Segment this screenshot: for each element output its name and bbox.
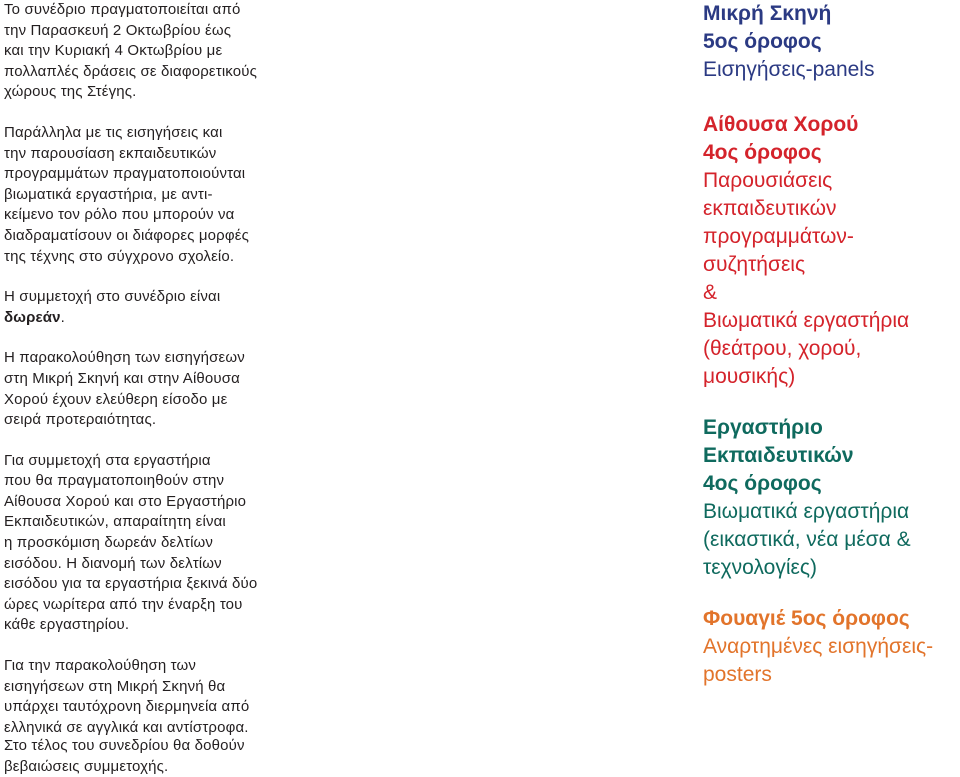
- venues-column: [703, 0, 960, 689]
- venue-small-stage: [703, 0, 960, 84]
- free-entry-end: .: [60, 308, 65, 326]
- paragraph-workshops: Παράλληλα με τις εισηγήσεις και την παρουσίαση εκπαιδευτικών προγραμμάτων πραγματοποιούνται βιωματικά εργαστήρια, με αντι- κείμενο τον ρόλο που μπορούν να διαδραματίσουν οι διάφορες μορφές της τέχνης στο σύγχρονο σχολείο.: [4, 123, 249, 265]
- info-column: [4, 0, 304, 758]
- venue-description: Αναρτημένες εισηγήσεις- posters: [703, 635, 934, 686]
- venue-description: Παρουσιάσεις εκπαιδευτικών προγραμμάτων- συζητήσεις & Βιωματικά εργαστήρια (θεάτρου, χορού, μουσικής): [703, 169, 910, 388]
- venue-floor: 5ος όροφος: [703, 30, 822, 53]
- venue-description: Βιωματικά εργαστήρια (εικαστικά, νέα μέσα & τεχνολογίες): [703, 500, 911, 579]
- venue-floor: 4ος όροφος: [703, 472, 822, 495]
- venue-name: Αίθουσα Χορού: [703, 113, 859, 136]
- venue-educators-workshop: [703, 414, 960, 582]
- paragraph-interpretation: Για την παρακολούθηση των εισηγήσεων στη Μικρή Σκηνή θα υπάρχει ταυτόχρονη διερμηνεία από ελληνικά σε αγγλικά και αντίστροφα.: [4, 657, 250, 736]
- venue-name: Μικρή Σκηνή: [703, 2, 832, 25]
- free-entry-text: Η συμμετοχή στο συνέδριο είναι: [4, 288, 221, 306]
- paragraph-attendance: Η παρακολούθηση των εισηγήσεων στη Μικρή Σκηνή και στην Αίθουσα Χορού έχουν ελεύθερη είσοδο με σειρά προτεραιότητας.: [4, 349, 245, 429]
- venue-description: Εισηγήσεις-panels: [703, 58, 875, 81]
- free-entry-bold: δωρεάν: [4, 308, 61, 326]
- paragraph-certificates: Στο τέλος του συνεδρίου θα δοθούν βεβαιώσεις συμμετοχής.: [4, 737, 245, 775]
- paragraph-tickets: Για συμμετοχή στα εργαστήρια που θα πραγματοποιηθούν στην Αίθουσα Χορού και στο Εργαστήριο Εκπαιδευτικών, απαραίτητη είναι η προσκόμιση δωρεάν δελτίων εισόδου. Η διανομή των δελτίων εισόδου για τα εργαστήρια ξεκινά δύο ώρες νωρίτερα από την έναρξη του κάθε εργαστηρίου.: [4, 451, 258, 634]
- venue-floor: 4ος όροφος: [703, 141, 822, 164]
- venue-dance-hall: [703, 111, 960, 391]
- paragraph-free-entry: [4, 287, 304, 328]
- venue-foyer: [703, 605, 960, 689]
- venue-name: Φουαγιέ 5ος όροφος: [703, 607, 910, 630]
- paragraph-dates: Το συνέδριο πραγματοποιείται από την Παρασκευή 2 Οκτωβρίου έως και την Κυριακή 4 Οκτωβρίου με πολλαπλές δράσεις σε διαφορετικούς χώρους της Στέγης.: [4, 1, 258, 101]
- venue-name: Εργαστήριο Εκπαιδευτικών: [703, 416, 854, 467]
